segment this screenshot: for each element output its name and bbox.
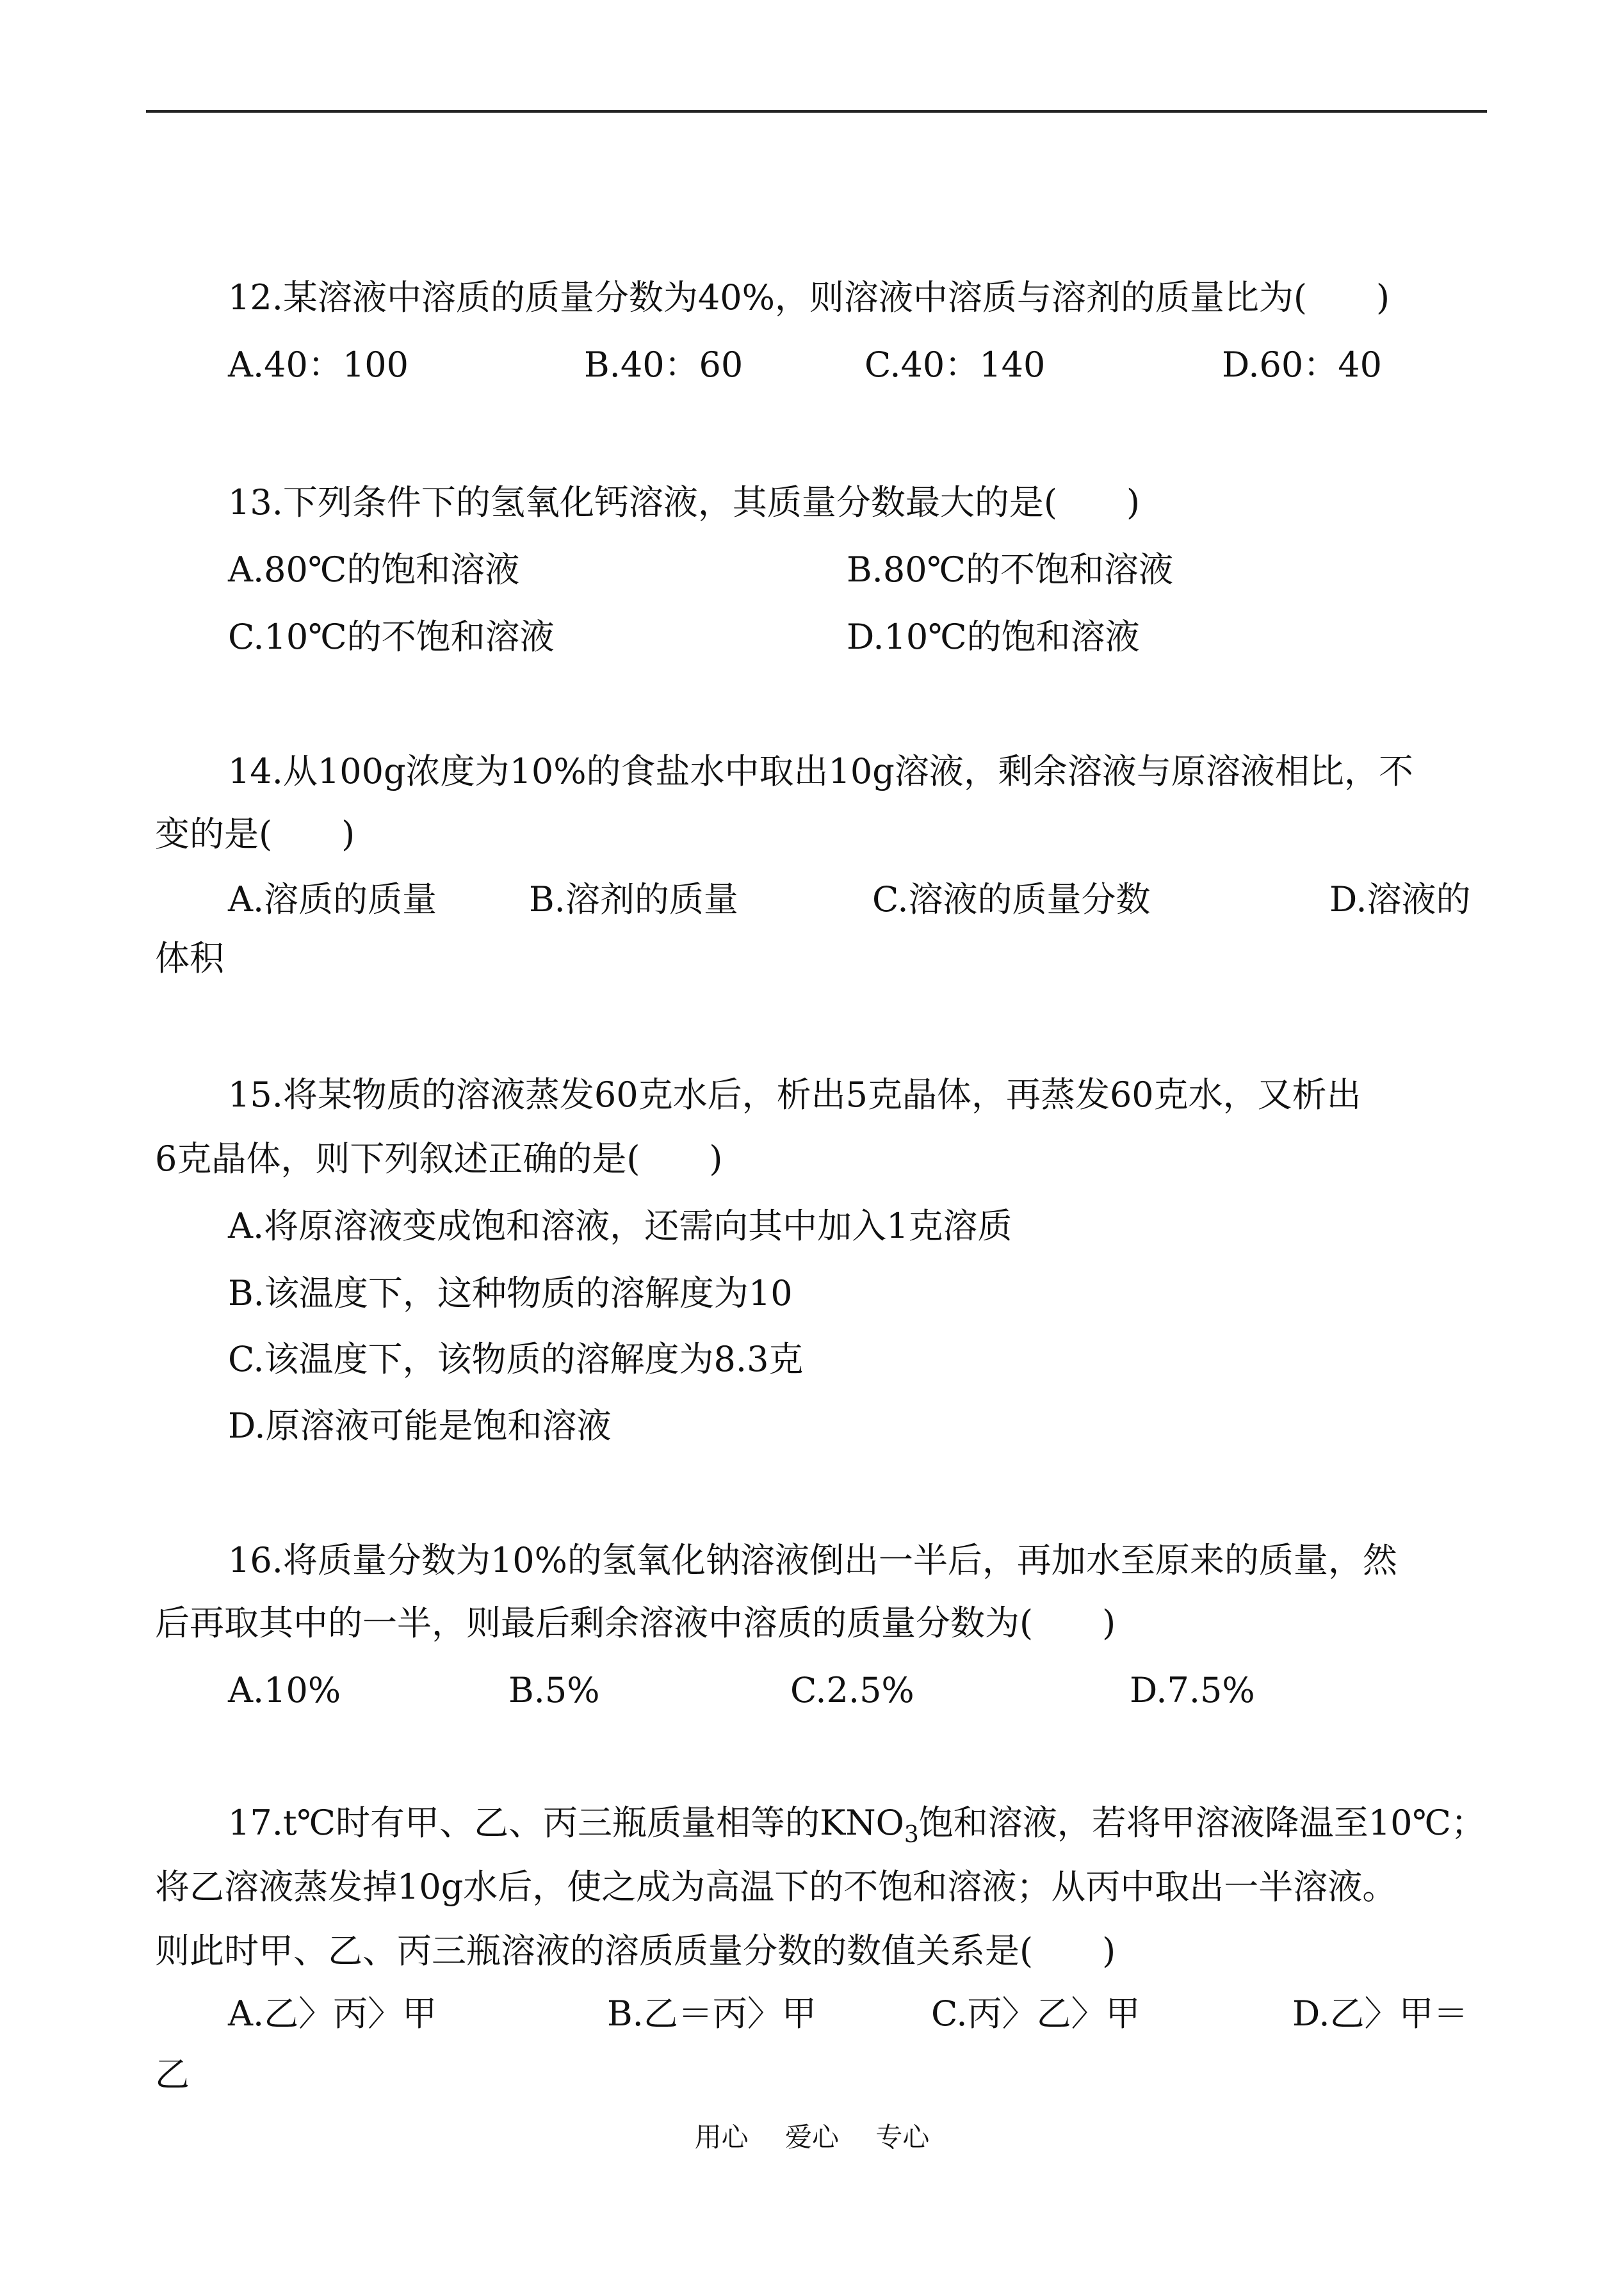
q16-stem-line1: 16.将质量分数为10%的氢氧化钠溶液倒出一半后，再加水至原来的质量，然 <box>228 1540 1397 1580</box>
q17-stem-line2: 将乙溶液蒸发掉10g水后，使之成为高温下的不饱和溶液；从丙中取出一半溶液。 <box>155 1867 1397 1907</box>
q12-option-c: C.40：140 <box>865 345 1046 385</box>
q13-option-a: A.80℃的饱和溶液 <box>228 549 520 590</box>
q12-option-b: B.40：60 <box>584 345 743 385</box>
footer-text-3: 专心 <box>875 2121 930 2153</box>
q16-option-c: C.2.5% <box>790 1670 914 1710</box>
q16-option-a: A.10% <box>228 1670 341 1710</box>
q14-stem-line2: 变的是( ) <box>155 814 355 854</box>
q12-option-a: A.40：100 <box>228 345 409 385</box>
q15-stem-line1: 15.将某物质的溶液蒸发60克水后，析出5克晶体，再蒸发60克水，又析出 <box>228 1075 1361 1115</box>
q17-subscript: 3 <box>904 1821 919 1848</box>
q16-option-b: B.5% <box>508 1670 600 1710</box>
q14-option-d: D.溶液的 <box>1329 879 1471 920</box>
q12-option-d: D.60：40 <box>1222 345 1382 385</box>
footer-text-1: 用心 <box>694 2121 749 2153</box>
q17-stem-line1-end: 饱和溶液，若将甲溶液降温至10℃； <box>918 1803 1486 1843</box>
q15-option-c: C.该温度下，该物质的溶解度为8.3克 <box>228 1339 804 1379</box>
q17-option-c: C.丙〉乙〉甲 <box>931 1993 1141 2034</box>
q17-option-b: B.乙＝丙〉甲 <box>607 1993 816 2034</box>
q17-stem-line1-start: 17.t℃时有甲、乙、丙三瓶质量相等的KNO <box>228 1803 904 1843</box>
q14-option-a: A.溶质的质量 <box>228 879 437 920</box>
q16-stem-line2: 后再取其中的一半，则最后剩余溶液中溶质的质量分数为( ) <box>155 1603 1116 1643</box>
q17-option-a: A.乙〉丙〉甲 <box>228 1993 437 2034</box>
q13-option-c: C.10℃的不饱和溶液 <box>228 617 555 657</box>
q13-stem: 13.下列条件下的氢氧化钙溶液，其质量分数最大的是( ) <box>228 482 1141 523</box>
q17-option-d-wrap: 乙 <box>155 2054 190 2095</box>
q13-option-d: D.10℃的饱和溶液 <box>847 617 1140 657</box>
q14-option-b: B.溶剂的质量 <box>529 879 738 920</box>
q14-option-d-wrap: 体积 <box>155 938 224 978</box>
q14-stem-line1: 14.从100g浓度为10%的食盐水中取出10g溶液，剩余溶液与原溶液相比，不 <box>228 751 1413 791</box>
q14-option-c: C.溶液的质量分数 <box>872 879 1151 920</box>
q15-option-a: A.将原溶液变成饱和溶液，还需向其中加入1克溶质 <box>228 1206 1012 1246</box>
q17-stem-line3: 则此时甲、乙、丙三瓶溶液的溶质质量分数的数值关系是( ) <box>155 1931 1116 1971</box>
q16-option-d: D.7.5% <box>1130 1670 1255 1710</box>
page-footer <box>0 2120 1624 2155</box>
q17-option-d: D.乙〉甲＝ <box>1292 1993 1468 2034</box>
q12-stem: 12.某溶液中溶质的质量分数为40%，则溶液中溶质与溶剂的质量比为( ) <box>228 277 1390 318</box>
q13-option-b: B.80℃的不饱和溶液 <box>847 549 1173 590</box>
q15-option-d: D.原溶液可能是饱和溶液 <box>228 1406 612 1446</box>
q15-option-b: B.该温度下，这种物质的溶解度为10 <box>228 1273 793 1313</box>
footer-text-2: 爱心 <box>784 2121 839 2153</box>
q15-stem-line2: 6克晶体，则下列叙述正确的是( ) <box>155 1139 723 1179</box>
q17-stem-line1 <box>228 1801 1486 1858</box>
header-rule <box>146 110 1487 113</box>
